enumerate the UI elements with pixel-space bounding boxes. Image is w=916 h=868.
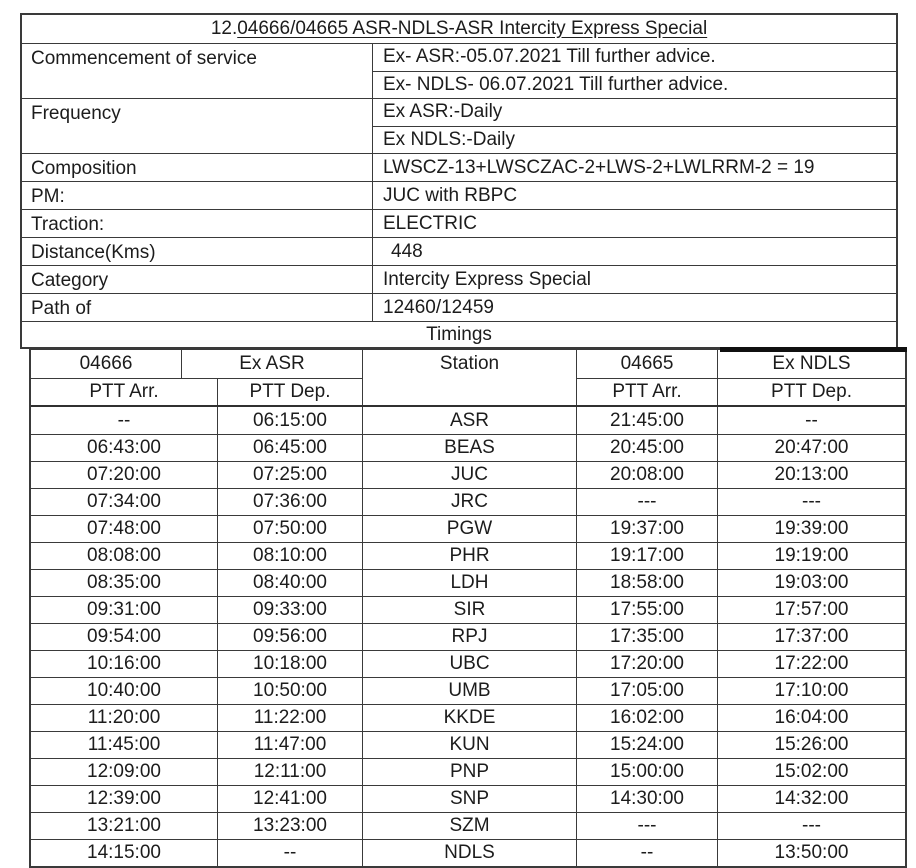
dep-down-cell: 07:25:00 bbox=[218, 462, 363, 488]
station-cell: SIR bbox=[363, 597, 577, 623]
station-cell: NDLS bbox=[363, 840, 577, 866]
station-cell: SNP bbox=[363, 786, 577, 812]
dep-up-cell: 19:03:00 bbox=[774, 572, 849, 593]
arr-up-cell: 19:37:00 bbox=[577, 516, 718, 542]
train-info-table bbox=[20, 13, 898, 349]
arr-up-cell: 18:58:00 bbox=[577, 570, 718, 596]
train-title-number: 12. bbox=[210, 18, 238, 39]
station-cell: SZM bbox=[363, 813, 577, 839]
pm-label: PM: bbox=[22, 182, 373, 209]
arr-up-cell: 15:24:00 bbox=[577, 732, 718, 758]
dep-down-cell: 09:33:00 bbox=[218, 597, 363, 623]
timing-row bbox=[31, 461, 905, 488]
arr-up-cell: 17:05:00 bbox=[577, 678, 718, 704]
station-cell: JUC bbox=[363, 462, 577, 488]
station-cell: UMB bbox=[363, 678, 577, 704]
timing-row bbox=[31, 704, 905, 731]
station-cell: JRC bbox=[363, 489, 577, 515]
path-label: Path of bbox=[22, 294, 373, 321]
arr-up-cell: 17:55:00 bbox=[577, 597, 718, 623]
traction-value: ELECTRIC bbox=[383, 212, 477, 234]
station-cell: ASR bbox=[363, 407, 577, 434]
arr-up-cell: --- bbox=[577, 489, 718, 515]
timing-row bbox=[31, 758, 905, 785]
station-cell: PNP bbox=[363, 759, 577, 785]
composition-row bbox=[22, 153, 896, 181]
dep-down-cell: 12:11:00 bbox=[218, 759, 363, 785]
arr-down-cell: 11:20:00 bbox=[31, 705, 218, 731]
timing-row bbox=[31, 839, 905, 866]
arr-up-cell: 15:00:00 bbox=[577, 759, 718, 785]
dep-down-cell: 13:23:00 bbox=[218, 813, 363, 839]
dep-up-cell: 16:04:00 bbox=[774, 707, 849, 728]
category-label: Category bbox=[22, 266, 373, 293]
arr-up-cell: --- bbox=[577, 813, 718, 839]
composition-value: LWSCZ-13+LWSCZAC-2+LWS-2+LWLRRM-2 = 19 bbox=[383, 156, 815, 178]
header-train-04665: 04665 bbox=[577, 350, 718, 378]
dep-down-cell: 09:56:00 bbox=[218, 624, 363, 650]
header-row-ptt bbox=[31, 378, 905, 405]
arr-down-cell: -- bbox=[31, 407, 218, 434]
dep-up-cell: 15:26:00 bbox=[774, 734, 849, 755]
arr-down-cell: 07:20:00 bbox=[31, 462, 218, 488]
arr-down-cell: 12:09:00 bbox=[31, 759, 218, 785]
arr-down-cell: 13:21:00 bbox=[31, 813, 218, 839]
commencement-ex-ndls: Ex- NDLS- 06.07.2021 Till further advice. bbox=[373, 71, 896, 99]
traction-label: Traction: bbox=[22, 210, 373, 237]
dep-down-cell: 06:15:00 bbox=[218, 407, 363, 434]
header-ptt-arr-up: PTT Arr. bbox=[577, 378, 718, 405]
pm-row bbox=[22, 181, 896, 209]
dep-up-cell: 19:19:00 bbox=[774, 545, 849, 566]
arr-down-cell: 09:54:00 bbox=[31, 624, 218, 650]
timing-row bbox=[31, 677, 905, 704]
timing-row bbox=[31, 569, 905, 596]
station-cell: BEAS bbox=[363, 435, 577, 461]
dep-up-cell: 17:57:00 bbox=[774, 599, 849, 620]
timing-row bbox=[31, 542, 905, 569]
arr-up-cell: 21:45:00 bbox=[577, 407, 718, 434]
timing-row bbox=[31, 785, 905, 812]
header-row-trains bbox=[31, 350, 905, 378]
header-ptt-dep-down: PTT Dep. bbox=[218, 378, 363, 405]
timing-row bbox=[31, 596, 905, 623]
dep-up-cell: 17:37:00 bbox=[774, 626, 849, 647]
commencement-label: Commencement of service bbox=[22, 44, 373, 98]
header-station: Station bbox=[363, 350, 577, 378]
arr-down-cell: 11:45:00 bbox=[31, 732, 218, 758]
timing-row bbox=[31, 650, 905, 677]
frequency-ex-ndls: Ex NDLS:-Daily bbox=[373, 126, 896, 154]
arr-down-cell: 10:40:00 bbox=[31, 678, 218, 704]
dep-down-cell: 08:10:00 bbox=[218, 543, 363, 569]
thick-border-artifact bbox=[720, 347, 907, 352]
dep-down-cell: 07:36:00 bbox=[218, 489, 363, 515]
dep-up-cell: 14:32:00 bbox=[774, 788, 849, 809]
arr-up-cell: 20:45:00 bbox=[577, 435, 718, 461]
timing-row bbox=[31, 731, 905, 758]
arr-up-cell: 19:17:00 bbox=[577, 543, 718, 569]
station-cell: PGW bbox=[363, 516, 577, 542]
frequency-ex-asr: Ex ASR:-Daily bbox=[383, 101, 503, 123]
station-cell: UBC bbox=[363, 651, 577, 677]
header-train-04666: 04666 bbox=[31, 350, 182, 378]
timing-row bbox=[31, 407, 905, 434]
station-cell: RPJ bbox=[363, 624, 577, 650]
timing-row bbox=[31, 434, 905, 461]
header-ex-ndls: Ex NDLS bbox=[772, 353, 851, 374]
dep-up-cell: 17:10:00 bbox=[774, 680, 849, 701]
header-station-spacer bbox=[363, 378, 577, 405]
dep-down-cell: 08:40:00 bbox=[218, 570, 363, 596]
arr-down-cell: 08:08:00 bbox=[31, 543, 218, 569]
timing-row bbox=[31, 488, 905, 515]
dep-down-cell: 10:50:00 bbox=[218, 678, 363, 704]
dep-down-cell: 06:45:00 bbox=[218, 435, 363, 461]
timings-table bbox=[29, 348, 907, 868]
dep-down-cell: 11:47:00 bbox=[218, 732, 363, 758]
arr-up-cell: 20:08:00 bbox=[577, 462, 718, 488]
station-cell: PHR bbox=[363, 543, 577, 569]
composition-label: Composition bbox=[22, 154, 373, 181]
dep-down-cell: 11:22:00 bbox=[218, 705, 363, 731]
dep-up-cell: 17:22:00 bbox=[774, 653, 849, 674]
distance-value: 448 bbox=[391, 240, 423, 262]
timing-row bbox=[31, 515, 905, 542]
arr-down-cell: 09:31:00 bbox=[31, 597, 218, 623]
timing-row bbox=[31, 812, 905, 839]
dep-down-cell: 10:18:00 bbox=[218, 651, 363, 677]
arr-down-cell: 08:35:00 bbox=[31, 570, 218, 596]
train-title-text: 04666/04665 ASR-NDLS-ASR Intercity Express Special bbox=[237, 18, 708, 39]
category-row bbox=[22, 265, 896, 293]
category-value: Intercity Express Special bbox=[383, 268, 592, 290]
arr-down-cell: 12:39:00 bbox=[31, 786, 218, 812]
dep-down-cell: -- bbox=[218, 840, 363, 866]
dep-up-cell: 19:39:00 bbox=[774, 518, 849, 539]
commencement-row bbox=[22, 43, 896, 98]
dep-down-cell: 12:41:00 bbox=[218, 786, 363, 812]
arr-down-cell: 14:15:00 bbox=[31, 840, 218, 866]
train-title-row bbox=[22, 15, 896, 43]
commencement-values bbox=[373, 44, 896, 98]
frequency-row bbox=[22, 98, 896, 153]
traction-row bbox=[22, 209, 896, 237]
dep-up-cell: 13:50:00 bbox=[774, 842, 849, 863]
dep-up-cell: --- bbox=[802, 491, 821, 512]
dep-up-cell: 20:13:00 bbox=[774, 464, 849, 485]
distance-label: Distance(Kms) bbox=[22, 238, 373, 265]
station-cell: KUN bbox=[363, 732, 577, 758]
timing-row bbox=[31, 623, 905, 650]
arr-down-cell: 06:43:00 bbox=[31, 435, 218, 461]
dep-up-cell: 20:47:00 bbox=[774, 437, 849, 458]
header-ptt-dep-up: PTT Dep. bbox=[718, 378, 905, 405]
arr-up-cell: 17:20:00 bbox=[577, 651, 718, 677]
header-ex-asr: Ex ASR bbox=[182, 350, 363, 378]
arr-down-cell: 07:34:00 bbox=[31, 489, 218, 515]
dep-down-cell: 07:50:00 bbox=[218, 516, 363, 542]
commencement-ex-asr: Ex- ASR:-05.07.2021 Till further advice. bbox=[383, 46, 716, 68]
dep-up-cell: 15:02:00 bbox=[774, 761, 849, 782]
timings-section-header: Timings bbox=[22, 321, 896, 347]
station-cell: KKDE bbox=[363, 705, 577, 731]
path-value: 12460/12459 bbox=[383, 296, 494, 318]
frequency-values bbox=[373, 99, 896, 153]
pm-value: JUC with RBPC bbox=[383, 184, 518, 206]
arr-down-cell: 10:16:00 bbox=[31, 651, 218, 677]
arr-up-cell: 17:35:00 bbox=[577, 624, 718, 650]
station-cell: LDH bbox=[363, 570, 577, 596]
distance-row bbox=[22, 237, 896, 265]
dep-up-cell: -- bbox=[805, 409, 818, 431]
header-ptt-arr-down: PTT Arr. bbox=[31, 378, 218, 405]
arr-up-cell: 16:02:00 bbox=[577, 705, 718, 731]
arr-up-cell: -- bbox=[577, 840, 718, 866]
arr-down-cell: 07:48:00 bbox=[31, 516, 218, 542]
dep-up-cell: --- bbox=[802, 815, 821, 836]
frequency-label: Frequency bbox=[22, 99, 373, 153]
path-row bbox=[22, 293, 896, 321]
arr-up-cell: 14:30:00 bbox=[577, 786, 718, 812]
timings-table-header bbox=[31, 350, 905, 407]
